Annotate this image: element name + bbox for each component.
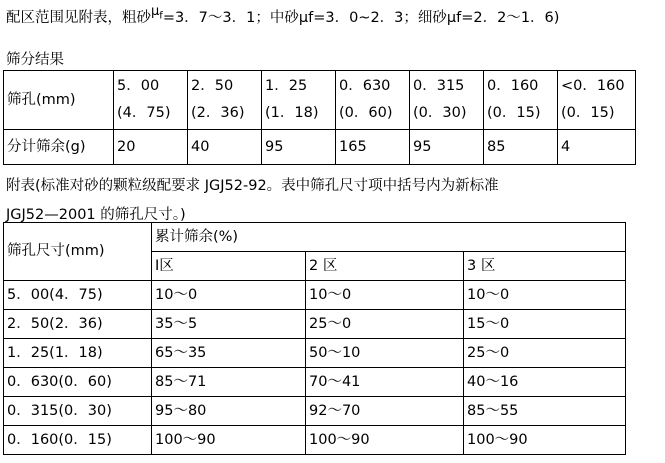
zone-1-cell: 95～80 — [152, 397, 306, 426]
sieve-size-cell: 0．160 (0．15) — [484, 71, 558, 130]
zone-1-header: Ⅰ区 — [152, 252, 306, 281]
sieve-size-cell: 5．00 (4．75) — [114, 71, 188, 130]
zone-2-cell: 25～0 — [306, 310, 464, 339]
zone-1-cell: 65～35 — [152, 339, 306, 368]
table-row — [4, 426, 626, 455]
sieve-size-header: 筛孔尺寸(mm) — [4, 223, 152, 281]
retained-cell: 95 — [262, 130, 336, 165]
zone-2-cell: 50～10 — [306, 339, 464, 368]
size-cell: 2．50(2．36) — [4, 310, 152, 339]
retained-label: 分计筛余(g) — [4, 130, 114, 165]
size-cell: 0．630(0．60) — [4, 368, 152, 397]
retained-cell: 85 — [484, 130, 558, 165]
size-cell: 0．315(0．30) — [4, 397, 152, 426]
zone-2-cell: 10～0 — [306, 281, 464, 310]
zone-1-cell: 10～0 — [152, 281, 306, 310]
zone-3-cell: 15～0 — [464, 310, 626, 339]
retained-cell: 20 — [114, 130, 188, 165]
sieve-size-cell: 2．50 (2．36) — [188, 71, 262, 130]
sieve-size-cell: <0．160 (0．15) — [558, 71, 636, 130]
size-cell: 5．00(4．75) — [4, 281, 152, 310]
sieve-size-row — [4, 71, 636, 130]
sieve-result-table — [3, 70, 636, 165]
retained-cell: 40 — [188, 130, 262, 165]
table-row — [4, 310, 626, 339]
mu-subscript: f — [159, 10, 163, 22]
retained-cell: 165 — [336, 130, 410, 165]
zone-3-cell: 25～0 — [464, 339, 626, 368]
retained-cell: 95 — [410, 130, 484, 165]
grading-requirement-table — [3, 222, 626, 455]
zone-2-header: 2 区 — [306, 252, 464, 281]
result-title: 筛分结果 — [6, 52, 64, 68]
table-row — [4, 281, 626, 310]
cumulative-retained-header: 累计筛余(%) — [152, 223, 626, 252]
zone-3-cell: 10～0 — [464, 281, 626, 310]
note-line-1: 附表(标准对砂的颗粒级配要求 JGJ52-92。表中筛孔尺寸项中括号内为新标准 — [6, 178, 499, 194]
intro-suffix: =3．7～3．1；中砂μf=3．0~2．3；细砂μf=2．2～1．6) — [162, 10, 560, 26]
intro-prefix: 配区范围见附表，粗砂 — [6, 10, 151, 26]
sieve-size-cell: 0．315 (0．30) — [410, 71, 484, 130]
zone-3-cell: 100～90 — [464, 426, 626, 455]
table-row — [4, 368, 626, 397]
table-row — [4, 397, 626, 426]
zone-2-cell: 70～41 — [306, 368, 464, 397]
intro-line — [6, 6, 559, 29]
sieve-size-label: 筛孔(mm) — [4, 71, 114, 130]
size-cell: 1．25(1．18) — [4, 339, 152, 368]
size-cell: 0．160(0．15) — [4, 426, 152, 455]
retained-cell: 4 — [558, 130, 636, 165]
sieve-size-cell: 0．630 (0．60) — [336, 71, 410, 130]
zone-1-cell: 35～5 — [152, 310, 306, 339]
mu-symbol: $\mu_f$ — [151, 4, 163, 22]
table-row — [4, 339, 626, 368]
zone-1-cell: 100～90 — [152, 426, 306, 455]
zone-3-cell: 85～55 — [464, 397, 626, 426]
zone-3-header: 3 区 — [464, 252, 626, 281]
note-line-2: JGJ52—2001 的筛孔尺寸。) — [6, 207, 186, 223]
grading-header-row — [4, 223, 626, 252]
zone-2-cell: 92～70 — [306, 397, 464, 426]
zone-2-cell: 100～90 — [306, 426, 464, 455]
zone-1-cell: 85～71 — [152, 368, 306, 397]
sieve-size-cell: 1．25 (1．18) — [262, 71, 336, 130]
retained-row — [4, 130, 636, 165]
zone-3-cell: 40～16 — [464, 368, 626, 397]
